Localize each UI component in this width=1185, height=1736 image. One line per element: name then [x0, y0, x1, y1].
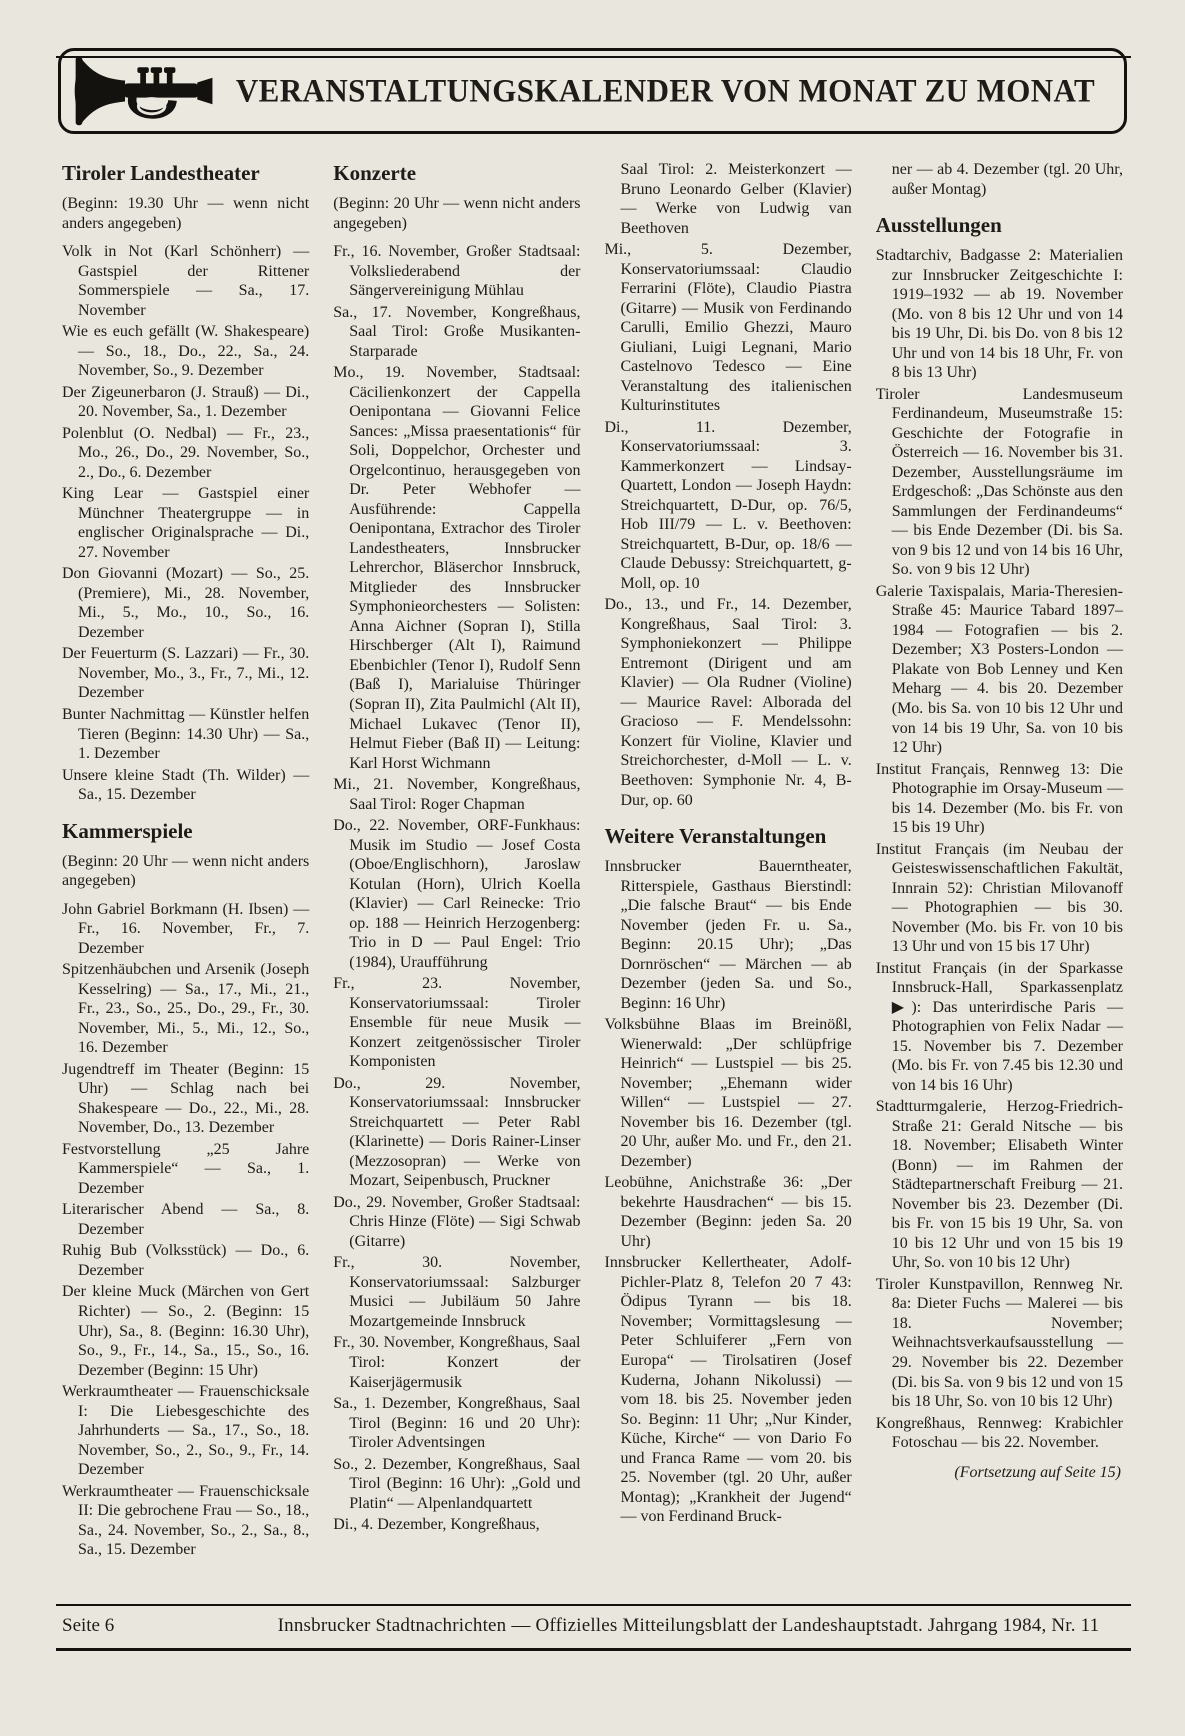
calendar-entry: Di., 4. Dezember, Kongreßhaus,: [333, 1516, 540, 1534]
calendar-entry: Kongreßhaus, Rennweg: Krabichler Fotoschau — bis 22. November.: [875, 1414, 1123, 1452]
calendar-columns: [62, 160, 1123, 1562]
calendar-entry: Stadtarchiv, Badgasse 2: Materialien zur Innsbrucker Zeitgeschichte I: 1919–1932 — ab 19. November (Mo. von 8 bis 12 Uhr und von 14 bis 19 Uhr, Di. bis Do. von 8 bis 12 Uhr und von 14 bis 18 Uhr, Fr. von 8 bis 13 Uhr): [875, 247, 1123, 382]
section-heading: Konzerte: [333, 161, 417, 185]
calendar-entry: Spitzenhäubchen und Arsenik (Joseph Kesselring) — Sa., 17., Mi., 21., Fr., 23., So., 25., Do., 29., Fr., 30. November, Mi., 5., Mi., 12., So., 16. Dezember: [62, 961, 310, 1057]
section-note: (Beginn: 20 Uhr — wenn nicht anders angegeben): [333, 195, 581, 232]
calendar-entry: Volksbühne Blaas im Breinößl, Wienerwald: „Der schlüpfrige Heinrich“ — Lustspiel — bis 25. November; „Ehemann wider Willen“ — Lustspiel — 27. November bis 16. Dezember (tgl. 20 Uhr, außer Mo. und Fr., den 21. Dezember): [604, 1016, 852, 1170]
calendar-entry: Polenblut (O. Nedbal) — Fr., 23., Mo., 26., Do., 29. November, So., 2., Do., 6. Dezember: [62, 424, 310, 481]
calendar-entry: Di., 11. Dezember, Konservatoriumssaal: 3. Kammerkonzert — Lindsay-Quartett, London — Joseph Haydn: Streichquartett, D-Dur, op. 76/5, Hob III/79 — L. v. Beethoven: Streichquartett, B-Dur, op. 18/6 — Claude Debussy: Streichquartett, g-Moll, op. 10: [604, 418, 852, 592]
trumpet-icon: [69, 53, 221, 129]
calendar-entry: Sa., 17. November, Kongreßhaus, Saal Tirol: Große Musikanten-Starparade: [333, 303, 581, 360]
calendar-entry: Mo., 19. November, Stadtsaal: Cäcilienkonzert der Cappella Oenipontana — Giovanni Felice Sances: „Missa praesentationis“ für Soli, Doppelchor, Orchester und Orgelcontinuo, herausgegeben von Dr. Peter Webhofer — Ausführende: Cappella Oenipontana, Extrachor des Tiroler Landestheaters, Innsbrucker Lehrerchor, Bläserchor Innsbruck, Mitglieder des Innsbrucker Symphonieorchesters — Solisten: Anna Aichner (Sopran I), Stilla Hirschberger (Alt I), Raimund Ebenbichler (Tenor I), Rudolf Senn (Baß I), Marialuise Thüringer (Sopran II), Zita Paulmichl (Alt II), Michael Lukavec (Tenor II), Helmut Fieber (Baß II) — Leitung: Karl Horst Wichmann: [333, 364, 581, 772]
continuation-note: (Fortsetzung auf Seite 15): [954, 1463, 1121, 1481]
calendar-entry: Do., 29. November, Konservatoriumssaal: Innsbrucker Streichquartett — Peter Rabl (Klarinette) — Doris Rainer-Linser (Mezzosopran) — Werke von Mozart, Seipenbusch, Pruckner: [333, 1074, 581, 1190]
calendar-entry: Der kleine Muck (Märchen von Gert Richter) — So., 2. (Beginn: 15 Uhr), Sa., 8. (Beginn: 16.30 Uhr), So., 9., Fr., 14., Sa., 15., So., 16. Dezember (Beginn: 15 Uhr): [62, 1283, 310, 1379]
calendar-entry: Innsbrucker Kellertheater, Adolf-Pichler-Platz 8, Telefon 20 7 43: Ödipus Tyrann — bis 18. November; Vormittagslesung — Peter Schluiferer „Fern von Europa“ — Tirolsatiren (Josef Kuderna, Johann Nikolussi) — vom 18. bis 25. November jeden So. Beginn: 11 Uhr; „Nur Kinder, Küche, Kirche“ — von Dario Fo und Franca Rame — vom 20. bis 25. November (tgl. 20 Uhr, außer Montag); „Krankheit der Jugend“ — von Ferdinand Bruck-: [604, 1254, 852, 1526]
calendar-entry: Volk in Not (Karl Schönherr) — Gastspiel der Rittener Sommerspiele — Sa., 17. November: [62, 243, 310, 319]
section-heading: Kammerspiele: [62, 818, 193, 843]
calendar-entry: So., 2. Dezember, Kongreßhaus, Saal Tirol (Beginn: 16 Uhr): „Gold und Platin“ — Alpenlandquartett: [333, 1455, 581, 1512]
page-number: Seite 6: [62, 1615, 115, 1636]
calendar-entry: Do., 29. November, Großer Stadtsaal: Chris Hinze (Flöte) — Sigi Schwab (Gitarre): [333, 1193, 581, 1250]
calendar-entry: Mi., 21. November, Kongreßhaus, Saal Tirol: Roger Chapman: [333, 776, 581, 813]
calendar-entry: Werkraumtheater — Frauenschicksale I: Die Liebesgeschichte des Jahrhunderts — Sa., 17., So., 18. November, So., 2., So., 9., Fr., 14. Dezember: [62, 1383, 310, 1479]
calendar-entry-continued: Saal Tirol: 2. Meisterkonzert — Bruno Leonardo Gelber (Klavier) — Werke von Ludwig van Beethoven: [620, 161, 852, 237]
calendar-entry: Literarischer Abend — Sa., 8. Dezember: [62, 1201, 310, 1238]
calendar-entry: Der Zigeunerbaron (J. Strauß) — Di., 20. November, Sa., 1. Dezember: [62, 383, 310, 421]
calendar-entry: Don Giovanni (Mozart) — So., 25. (Premiere), Mi., 28. November, Mi., 5., Mo., 10., So., 16. Dezember: [62, 565, 310, 641]
calendar-entry: Unsere kleine Stadt (Th. Wilder) — Sa., 15. Dezember: [62, 766, 310, 804]
calendar-entry: Stadtturmgalerie, Herzog-Friedrich-Straße 21: Gerald Nitsche — bis 18. November; Elisabeth Winter (Bonn) — im Rahmen der Städtepartnerschaft Freiburg — 21. November bis 23. Dezember (Di. bis Fr. von 15 bis 19 Uhr, Sa. von 10 bis 12 Uhr und von 15 bis 19 Uhr, So. von 10 bis 12 Uhr): [875, 1098, 1123, 1272]
calendar-entry: Der Feuerturm (S. Lazzari) — Fr., 30. November, Mo., 3., Fr., 7., Mi., 12. Dezember: [62, 645, 310, 702]
calendar-entry: Werkraumtheater — Frauenschicksale II: Die gebrochene Frau — So., 18., Sa., 24. November, So., 2., Sa., 8., Sa., 15. Dezember: [62, 1482, 310, 1559]
calendar-entry: Do., 13., und Fr., 14. Dezember, Kongreßhaus, Saal Tirol: 3. Symphoniekonzert — Philippe Entremont (Dirigent und am Klavier) — Ola Rudner (Violine) — Maurice Ravel: Alborada del Gracioso — F. Mendelssohn: Konzert für Violine, Klavier und Streichorchester, d-Moll — L. v. Beethoven: Symphonie Nr. 4, B-Dur, op. 60: [604, 596, 852, 809]
calendar-entry: Tiroler Landesmuseum Ferdinandeum, Museumstraße 15: Geschichte der Fotografie in Österreich — 16. November bis 31. Dezember, Ausstellungsräume im Erdgeschoß: „Das Schönste aus den Sammlungen der Ferdinandeums“ — bis Ende Dezember (Di. bis Sa. von 9 bis 12 und von 14 bis 16 Uhr, So. von 9 bis 12 Uhr): [875, 385, 1123, 579]
calendar-entry: Fr., 16. November, Großer Stadtsaal: Volksliederabend der Sängervereinigung Mühlau: [333, 243, 581, 300]
calendar-entry: Do., 22. November, ORF-Funkhaus: Musik im Studio — Josef Costa (Oboe/Englischhorn), Jaroslaw Kotulan (Horn), Ulrich Koella (Klavier) — Carl Reinecke: Trio op. 188 — Heinrich Herzogenberg: Trio in D — Paul Engel: Trio (1984), Uraufführung: [333, 817, 581, 971]
section-note: (Beginn: 19.30 Uhr — wenn nicht anders angegeben): [62, 195, 310, 232]
calendar-entry: Fr., 30. November, Konservatoriumssaal: Salzburger Musici — Jubiläum 50 Jahre Mozartgemeinde Innsbruck: [333, 1254, 581, 1330]
calendar-entry: Bunter Nachmittag — Künstler helfen Tieren (Beginn: 14.30 Uhr) — Sa., 1. Dezember: [62, 705, 310, 763]
calendar-entry: Institut Français (in der Sparkasse Innsbruck-Hall, Sparkassenplatz ▶): Das unterirdische Paris — Photographien von Felix Nadar — 15. November bis 7. Dezember (Mo. bis Fr. von 7.45 bis 12.30 und von 14 bis 16 Uhr): [875, 959, 1123, 1094]
calendar-entry: Tiroler Kunstpavillon, Rennweg Nr. 8a: Dieter Fuchs — Malerei — bis 18. November; Weihnachtsverkaufsausstellung — 29. November bis 22. Dezember (Di. bis Sa. von 9 bis 12 und von 15 bis 18 Uhr, So. von 10 bis 12 Uhr): [875, 1275, 1123, 1411]
calendar-entry: Jugendtreff im Theater (Beginn: 15 Uhr) — Schlag nach bei Shakespeare — Do., 22., Mi., 28. November, Do., 13. Dezember: [62, 1060, 310, 1137]
top-rule: [56, 56, 1131, 58]
calendar-entry: Innsbrucker Bauerntheater, Ritterspiele, Gasthaus Bierstindl: „Die falsche Braut“ — bis Ende November (jeden Fr. u. Sa., Beginn: 20.15 Uhr); „Das Dornröschen“ — Märchen — ab Dezember (jeden Sa. und So., Beginn: 16 Uhr): [604, 858, 852, 1012]
calendar-entry: Institut Français, Rennweg 13: Die Photographie im Orsay-Museum — bis 14. Dezember (Mo. bis Fr. von 15 bis 19 Uhr): [875, 760, 1123, 837]
section-heading: Ausstellungen: [875, 213, 1002, 238]
calendar-entry: John Gabriel Borkmann (H. Ibsen) — Fr., 16. November, Fr., 7. Dezember: [62, 900, 310, 957]
masthead-banner: [58, 48, 1127, 134]
footer-imprint: Innsbrucker Stadtnachrichten — Offizielles Mitteilungsblatt der Landeshauptstadt. Jahrgang 1984, Nr. 11: [277, 1615, 1100, 1636]
section-heading: Tiroler Landestheater: [62, 161, 260, 185]
calendar-entry: Ruhig Bub (Volksstück) — Do., 6. Dezember: [62, 1242, 310, 1279]
text-column-2: [333, 160, 580, 1562]
text-column-1: [62, 160, 309, 1562]
calendar-entry: Leobühne, Anichstraße 36: „Der bekehrte Hausdrachen“ — bis 15. Dezember (Beginn: jeden Sa. 20 Uhr): [604, 1174, 852, 1250]
page-footer: [56, 1604, 1131, 1651]
calendar-entry: Sa., 1. Dezember, Kongreßhaus, Saal Tirol (Beginn: 16 und 20 Uhr): Tiroler Adventsingen: [333, 1395, 581, 1452]
section-heading: Weitere Veranstaltungen: [604, 824, 827, 849]
calendar-entry: King Lear — Gastspiel einer Münchner Theatergruppe — in englischer Originalsprache — Di., 27. November: [62, 485, 310, 561]
calendar-entry-continued: ner — ab 4. Dezember (tgl. 20 Uhr, außer Montag): [891, 161, 1123, 198]
calendar-entry: Wie es euch gefällt (W. Shakespeare) — So., 18., Do., 22., Sa., 24. November, So., 9. Dezember: [62, 323, 310, 380]
section-note: (Beginn: 20 Uhr — wenn nicht anders angegeben): [62, 852, 310, 890]
calendar-entry: Galerie Taxispalais, Maria-Theresien-Straße 45: Maurice Tabard 1897–1984 — Fotografien — bis 2. Dezember; X3 Posters-London — Plakate von Bob Lenney und Ken Meharg — 4. bis 20. Dezember (Mo. bis Sa. von 10 bis 12 Uhr und von 14 bis 19 Uhr, Sa. von 10 bis 12 Uhr): [875, 582, 1123, 757]
calendar-entry: Institut Français (im Neubau der Geisteswissenschaftlichen Fakultät, Innrain 52): Christian Milovanoff — Photographien — bis 30. November (Mo. bis Fr. von 10 bis 13 Uhr und von 15 bis 17 Uhr): [875, 840, 1123, 956]
text-column-3: [605, 160, 852, 1562]
text-column-4: [876, 160, 1123, 1562]
calendar-entry: Fr., 30. November, Kongreßhaus, Saal Tirol: Konzert der Kaiserjägermusik: [333, 1334, 581, 1391]
calendar-entry: Fr., 23. November, Konservatoriumssaal: Tiroler Ensemble für neue Musik — Konzert zeitgenössischer Tiroler Komponisten: [333, 975, 581, 1071]
calendar-entry: Festvorstellung „25 Jahre Kammerspiele“ — Sa., 1. Dezember: [62, 1140, 310, 1197]
calendar-entry: Mi., 5. Dezember, Konservatoriumssaal: Claudio Ferrarini (Flöte), Claudio Piastra (Gitarre) — Musik von Ferdinando Carulli, Emilio Ghezzi, Mauro Giuliani, Luigi Legnani, Mario Castelnovo Tedesco — Eine Veranstaltung des italienischen Kulturinstitutes: [604, 241, 852, 415]
page-title: VERANSTALTUNGSKALENDER VON MONAT ZU MONAT: [235, 72, 1096, 109]
